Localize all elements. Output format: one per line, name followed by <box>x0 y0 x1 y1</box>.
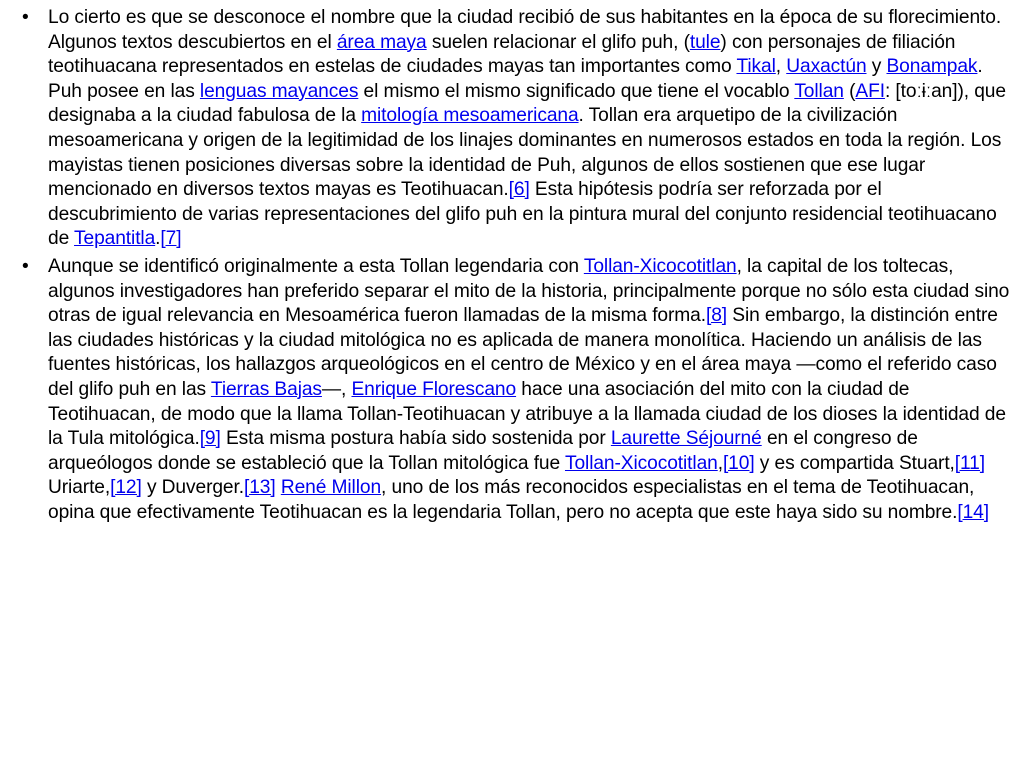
citation-link[interactable]: [10] <box>722 452 755 474</box>
body-text: , uno de los más reconocidos especialistas en el tema de Teotihuacan, opina que efectivamente Teotihuacan es la legendaria Tollan, pero no acepta que este haya sido su nombre. <box>48 477 975 523</box>
body-text: : [toːɨːan]), que designaba a la ciudad fabulosa de la <box>48 80 1006 127</box>
citation-link[interactable]: [9] <box>199 428 221 450</box>
body-text: —, <box>321 378 352 400</box>
citation-link[interactable]: [11] <box>954 452 985 474</box>
wiki-link[interactable]: René Millon <box>280 477 382 499</box>
wiki-link[interactable]: tule <box>689 31 721 53</box>
bullet-paragraph <box>22 6 1014 252</box>
citation-link[interactable]: [14] <box>957 501 989 523</box>
wiki-link[interactable]: Tollan <box>794 80 844 102</box>
wiki-link[interactable]: lenguas mayances <box>199 80 359 102</box>
body-text: ( <box>843 80 856 102</box>
wiki-link[interactable]: Enrique Florescano <box>351 378 517 400</box>
body-text: . Puh posee en las <box>48 56 983 102</box>
citation-link[interactable]: [12] <box>110 477 142 499</box>
wiki-link[interactable]: Tollan-Xicocotitlan <box>564 452 718 474</box>
body-text: y <box>866 56 887 78</box>
body-text: , la capital de los toltecas, algunos investigadores han preferido separar el mito de la historia, principalmente porque no sólo esta ciudad sino otras de igual relevancia en Mesoamérica fueron llamadas de la misma forma. <box>48 255 1010 327</box>
body-text: Sin embargo, la distinción entre las ciudades históricas y la ciudad mitológica no es aplicada de manera monolítica. Haciendo un análisis de las fuentes históricas, los hallazgos arqueológicos en el centro de México y en el área maya —como el referido caso del glifo puh en las <box>48 305 998 400</box>
wiki-link[interactable]: área maya <box>336 31 427 53</box>
body-text: Esta misma postura había sido sostenida por <box>220 428 611 450</box>
body-text: ) con personajes de filiación teotihuacana representados en estelas de ciudades mayas tan importantes como <box>48 31 956 78</box>
citation-link[interactable]: [13] <box>243 477 276 499</box>
body-text: , <box>717 452 723 474</box>
wiki-link[interactable]: Tierras Bajas <box>210 378 322 400</box>
body-text: Esta hipótesis podría ser reforzada por el descubrimiento de varias representaciones del glifo puh en la pintura mural del conjunto residencial teotihuacano de <box>48 179 997 250</box>
wiki-link[interactable]: Tepantitla <box>74 228 156 250</box>
wiki-link[interactable]: Uaxactún <box>786 56 867 78</box>
body-text: Aunque se identificó originalmente a esta Tollan legendaria con <box>48 255 584 277</box>
citation-link[interactable]: [8] <box>705 305 728 327</box>
bullet-icon: • <box>22 255 29 277</box>
body-text: suelen relacionar el glifo puh, ( <box>426 31 690 53</box>
body-text: y Duverger. <box>141 477 244 499</box>
wiki-link[interactable]: AFI <box>855 80 885 102</box>
body-text: y es compartida Stuart, <box>754 452 955 474</box>
bullet-paragraph <box>22 255 1014 526</box>
body-text: Lo cierto es que se desconoce el nombre que la ciudad recibió de sus habitantes en la época de su florecimiento. Algunos textos descubiertos en el <box>48 7 1002 53</box>
wiki-link[interactable]: mitología mesoamericana <box>361 105 579 127</box>
body-text: el mismo el mismo significado que tiene el vocablo <box>358 80 795 102</box>
bullet-list <box>22 6 1014 525</box>
citation-link[interactable]: [7] <box>160 228 182 250</box>
wiki-link[interactable]: Tikal <box>736 56 776 78</box>
body-text: Uriarte, <box>48 477 111 499</box>
bullet-icon: • <box>22 7 29 28</box>
body-text: . <box>155 228 161 250</box>
wiki-link[interactable]: Laurette Séjourné <box>610 428 762 450</box>
wiki-link[interactable]: Tollan-Xicocotitlan <box>583 255 737 277</box>
body-text: . Tollan era arquetipo de la civilización mesoamericana y origen de la legitimidad de los linajes dominantes en numerosos estados en toda la región. Los mayistas tienen posiciones diversas sobre la identidad de Puh, algunos de ellos sostienen que ese lugar mencionado en diversos textos mayas es Teotihuacan. <box>48 105 1002 201</box>
body-text: , <box>775 56 787 78</box>
citation-link[interactable]: [6] <box>508 179 530 201</box>
body-text: en el congreso de arqueólogos donde se estableció que la Tollan mitológica fue <box>48 428 918 474</box>
body-text: hace una asociación del mito con la ciudad de Teotihuacan, de modo que la llama Tollan-Teotihuacan y atribuye a la llamada ciudad de los dioses la identidad de la Tula mitológica. <box>48 378 1006 450</box>
wiki-link[interactable]: Bonampak <box>886 56 978 78</box>
